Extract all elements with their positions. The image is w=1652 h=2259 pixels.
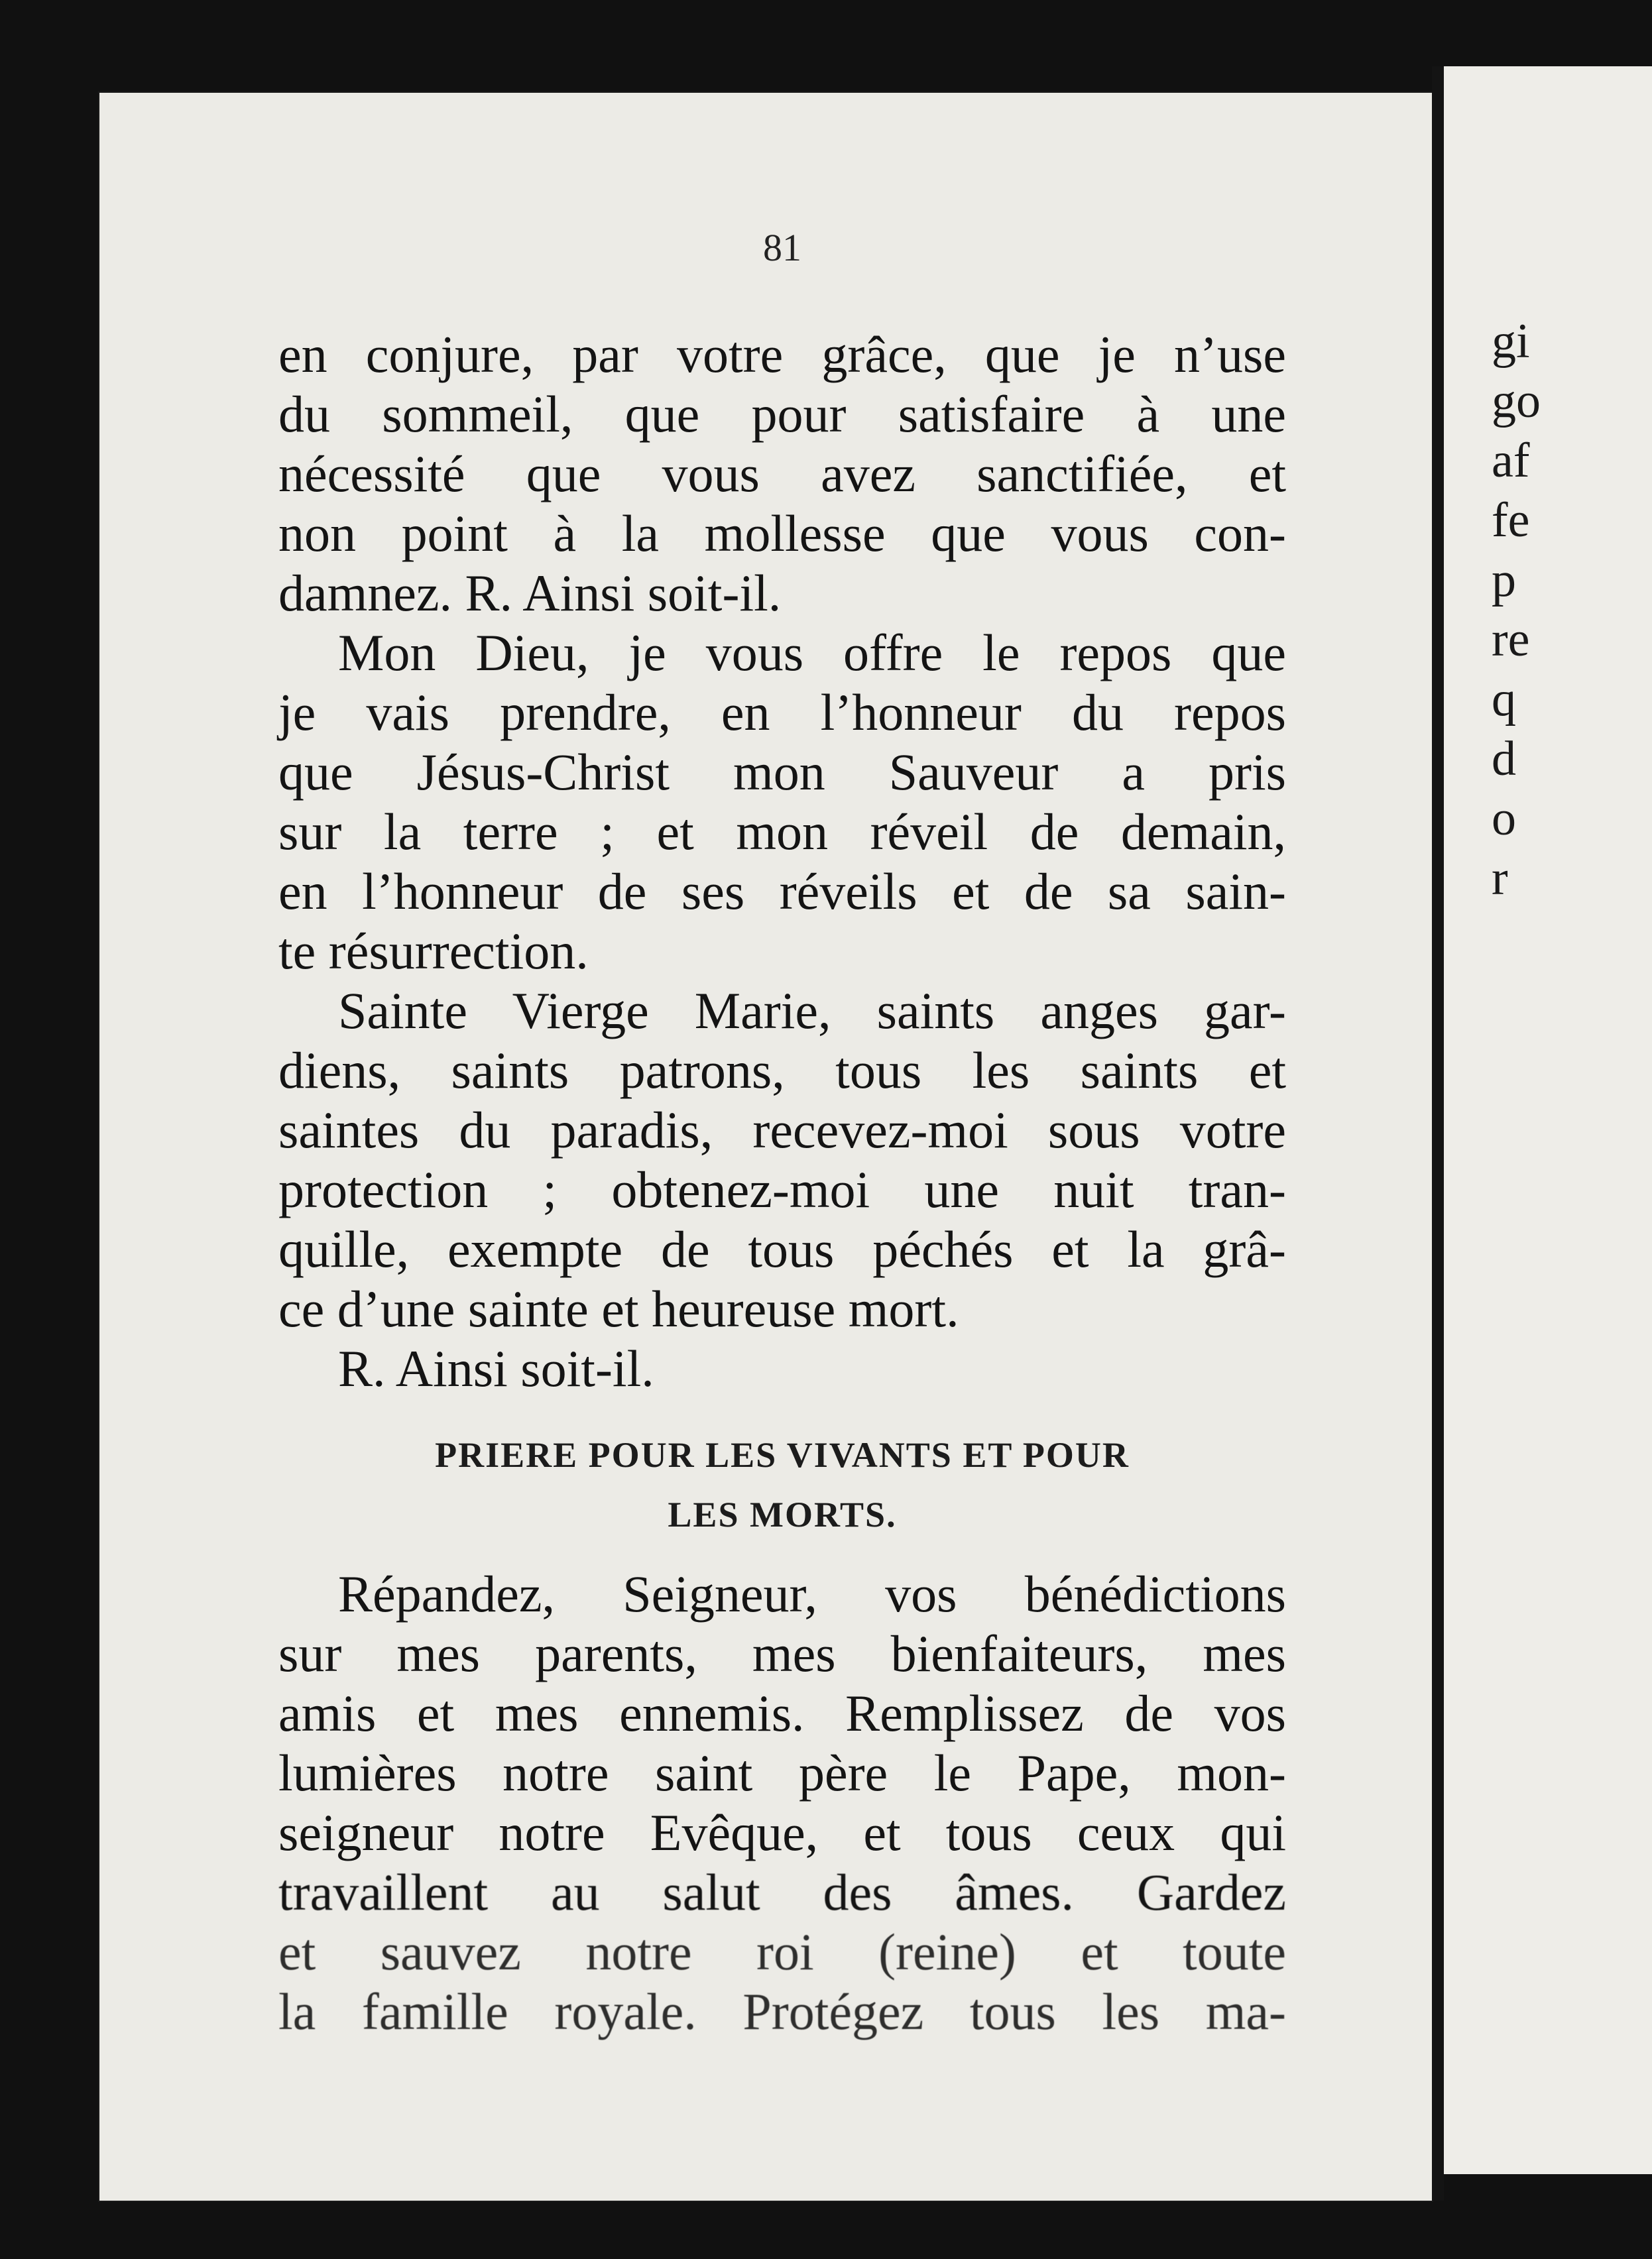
next-page-fragment: gi xyxy=(1492,314,1530,369)
text-line: que Jésus-Christ mon Sauveur a pris xyxy=(278,743,1286,801)
next-page-fragment: r xyxy=(1492,851,1508,905)
paragraph-benedictions xyxy=(278,1564,1286,2042)
text-line: non point à la mollesse que vous con- xyxy=(278,504,1286,562)
paragraph-continuation xyxy=(278,325,1286,623)
next-page-fragment: o xyxy=(1492,791,1516,846)
text-line: nécessité que vous avez sanctifiée, et xyxy=(278,445,1286,502)
next-page-fragment: af xyxy=(1492,434,1530,488)
next-page-edge xyxy=(1444,66,1652,2174)
next-page-fragment: go xyxy=(1492,374,1541,428)
text-line: amis et mes ennemis. Remplissez de vos xyxy=(278,1684,1286,1742)
text-line: ce d’une sainte et heureuse mort. xyxy=(278,1280,959,1338)
text-line: te résurrection. xyxy=(278,922,589,980)
text-line: saintes du paradis, recevez-moi sous votre xyxy=(278,1101,1286,1159)
page-number: 81 xyxy=(763,226,801,269)
next-page-fragment: d xyxy=(1492,732,1516,786)
heading-line: LES MORTS. xyxy=(668,1495,897,1535)
next-page-fragment: fe xyxy=(1492,493,1530,548)
text-line: travaillent au salut des âmes. Gardez xyxy=(278,1863,1286,1921)
text-line: Répandez, Seigneur, vos bénédictions xyxy=(338,1565,1286,1623)
heading-line: PRIERE POUR LES VIVANTS ET POUR xyxy=(435,1435,1130,1475)
text-line: protection ; obtenez-moi une nuit tran- xyxy=(278,1161,1286,1218)
text-line: sur la terre ; et mon réveil de demain, xyxy=(278,803,1286,860)
text-line: Mon Dieu, je vous offre le repos que xyxy=(338,624,1286,681)
next-page-fragments xyxy=(1492,312,1541,908)
text-line: R. Ainsi soit-il. xyxy=(338,1340,654,1397)
text-line: quille, exempte de tous péchés et la grâ- xyxy=(278,1220,1286,1278)
text-line: seigneur notre Evêque, et tous ceux qui xyxy=(278,1804,1286,1861)
section-heading xyxy=(278,1425,1286,1544)
next-page-fragment: p xyxy=(1492,553,1516,607)
text-line: la famille royale. Protégez tous les ma- xyxy=(278,1983,1286,2040)
text-line: sur mes parents, mes bienfaiteurs, mes xyxy=(278,1625,1286,1682)
page-gutter xyxy=(1432,66,1444,2201)
next-page-fragment: re xyxy=(1492,612,1530,667)
text-line: en l’honneur de ses réveils et de sa sain- xyxy=(278,862,1286,920)
text-line: je vais prendre, en l’honneur du repos xyxy=(278,683,1286,741)
paragraph-repos xyxy=(278,623,1286,981)
text-line: et sauvez notre roi (reine) et toute xyxy=(278,1923,1286,1981)
text-line: en conjure, par votre grâce, que je n’use xyxy=(278,325,1286,383)
paragraph-vierge-marie xyxy=(278,981,1286,1399)
text-line: lumières notre saint père le Pape, mon- xyxy=(278,1744,1286,1802)
text-line: Sainte Vierge Marie, saints anges gar- xyxy=(338,982,1286,1039)
text-line: damnez. R. Ainsi soit-il. xyxy=(278,564,782,622)
text-line: diens, saints patrons, tous les saints et xyxy=(278,1041,1286,1099)
next-page-fragment: q xyxy=(1492,672,1516,726)
text-line: du sommeil, que pour satisfaire à une xyxy=(278,385,1286,443)
